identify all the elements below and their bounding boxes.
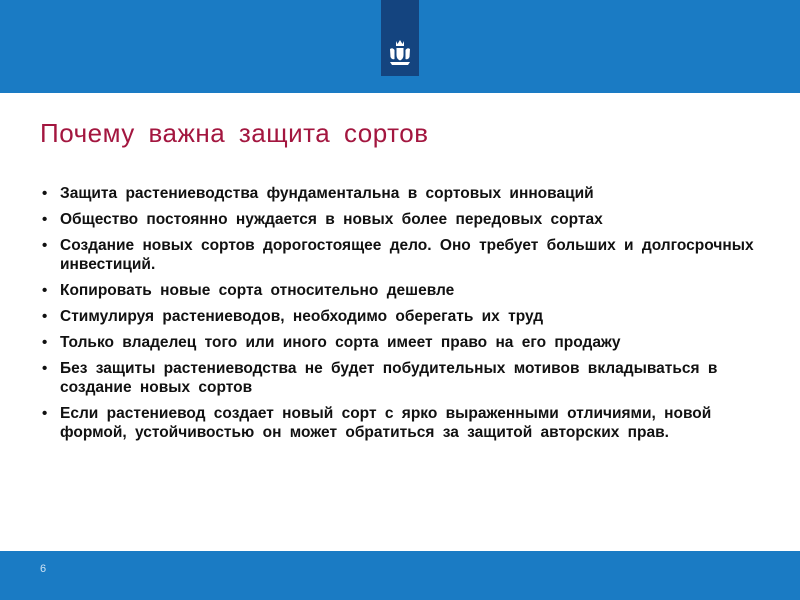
list-item — [40, 184, 760, 203]
bullet-text: Копировать новые сорта относительно дешевле — [60, 282, 455, 299]
list-item — [40, 404, 760, 442]
bullet-dot: • — [42, 334, 48, 351]
bullet-text: Только владелец того или иного сорта имеет право на его продажу — [60, 334, 621, 351]
list-item — [40, 307, 760, 326]
bullet-dot: • — [42, 237, 48, 254]
bullet-text: Защита растениеводства фундаментальна в сортовых инноваций — [60, 185, 594, 202]
bullet-dot: • — [42, 308, 48, 325]
bullet-text: Если растениевод создает новый сорт с ярко выраженными отличиями, новой формой, устойчивостью он может обратиться за защитой авторских прав. — [60, 405, 712, 441]
slide-title: Почему важна защита сортов — [40, 118, 429, 148]
list-item — [40, 359, 760, 397]
page-number: 6 — [40, 563, 47, 575]
logo-box — [381, 0, 419, 76]
bullet-dot: • — [42, 360, 48, 377]
bullet-dot: • — [42, 185, 48, 202]
list-item — [40, 333, 760, 352]
bullet-dot: • — [42, 405, 48, 422]
coat-of-arms-icon — [388, 38, 412, 68]
list-item — [40, 210, 760, 229]
list-item — [40, 281, 760, 300]
bullet-text: Общество постоянно нуждается в новых более передовых сортах — [60, 211, 603, 228]
footer-band — [0, 551, 800, 600]
bullet-list — [40, 184, 760, 449]
list-item — [40, 236, 760, 274]
bullet-text: Стимулируя растениеводов, необходимо оберегать их труд — [60, 308, 544, 325]
bullet-text: Создание новых сортов дорогостоящее дело. Оно требует больших и долгосрочных инвестиций. — [60, 237, 754, 273]
bullet-dot: • — [42, 211, 48, 228]
header-band — [0, 0, 800, 93]
bullet-text: Без защиты растениеводства не будет побудительных мотивов вкладываться в создание новых сортов — [60, 360, 718, 396]
bullet-dot: • — [42, 282, 48, 299]
